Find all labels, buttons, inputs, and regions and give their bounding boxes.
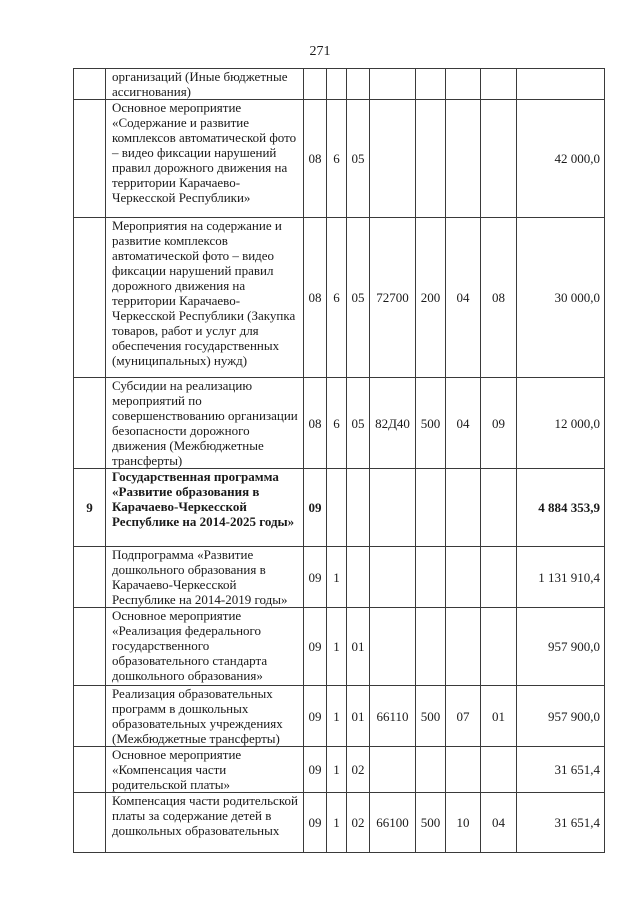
section-code-cell: 04 [446,218,481,378]
subsection-code-cell [481,69,517,100]
main-activity-code-cell: 05 [347,378,370,469]
item-name-cell: Основное мероприятие «Реализация федерального государственного образовательного стандарта дошкольного образования» [106,608,304,686]
subprogram-code-cell: 1 [327,793,347,853]
section-code-cell [446,608,481,686]
expense-type-code-cell [416,547,446,608]
expense-direction-code-cell [370,469,416,547]
main-activity-code-cell: 05 [347,218,370,378]
main-activity-code-cell: 01 [347,686,370,747]
subprogram-code-cell: 6 [327,378,347,469]
budget-table [73,68,605,853]
amount-cell [517,69,605,100]
expense-type-code-cell: 500 [416,793,446,853]
main-activity-code-cell [347,69,370,100]
expense-direction-code-cell [370,100,416,218]
item-name-cell: Субсидии на реализацию мероприятий по совершенствованию организации безопасности дорожного движения (Межбюджетные трансферты) [106,378,304,469]
expense-direction-code-cell: 72700 [370,218,416,378]
item-name-cell: Мероприятия на содержание и развитие комплексов автоматической фото – видео фиксации нарушений правил дорожного движения на территории Карачаево-Черкесской Республики (Закупка товаров, работ и услуг для обеспечения государственных (муниципальных) нужд) [106,218,304,378]
expense-type-code-cell [416,69,446,100]
program-code-cell: 08 [304,218,327,378]
row-number-cell [74,793,106,853]
expense-type-code-cell [416,747,446,793]
row-number-cell [74,69,106,100]
amount-cell: 12 000,0 [517,378,605,469]
subprogram-code-cell: 1 [327,547,347,608]
amount-cell: 957 900,0 [517,608,605,686]
expense-type-code-cell [416,608,446,686]
expense-type-code-cell: 200 [416,218,446,378]
page-number: 271 [309,44,331,59]
subsection-code-cell: 08 [481,218,517,378]
item-name-cell: Подпрограмма «Развитие дошкольного образования в Карачаево-Черкесской Республике на 2014-2019 годы» [106,547,304,608]
row-number-cell: 9 [74,469,106,547]
expense-direction-code-cell: 66110 [370,686,416,747]
expense-type-code-cell [416,469,446,547]
program-code-cell: 08 [304,378,327,469]
item-name-cell: Государственная программа «Развитие образования в Карачаево-Черкесской Республике на 2014-2025 годы» [106,469,304,547]
expense-direction-code-cell [370,547,416,608]
program-code-cell: 08 [304,100,327,218]
amount-cell: 42 000,0 [517,100,605,218]
item-name-cell: Основное мероприятие «Содержание и развитие комплексов автоматической фото – видео фиксации нарушений правил дорожного движения на территории Карачаево-Черкесской Республики» [106,100,304,218]
budget-table-body [74,69,605,853]
amount-cell: 31 651,4 [517,793,605,853]
section-code-cell [446,547,481,608]
table-row [74,793,605,853]
table-row [74,378,605,469]
subsection-code-cell: 04 [481,793,517,853]
subprogram-code-cell: 6 [327,100,347,218]
table-row [74,686,605,747]
amount-cell: 957 900,0 [517,686,605,747]
main-activity-code-cell [347,547,370,608]
subsection-code-cell: 01 [481,686,517,747]
expense-direction-code-cell [370,69,416,100]
section-code-cell [446,100,481,218]
row-number-cell [74,378,106,469]
amount-cell: 31 651,4 [517,747,605,793]
subsection-code-cell [481,100,517,218]
main-activity-code-cell: 01 [347,608,370,686]
program-code-cell: 09 [304,686,327,747]
table-row [74,69,605,100]
subprogram-code-cell [327,469,347,547]
main-activity-code-cell: 02 [347,747,370,793]
subsection-code-cell: 09 [481,378,517,469]
expense-type-code-cell: 500 [416,378,446,469]
section-code-cell: 04 [446,378,481,469]
item-name-cell: организаций (Иные бюджетные ассигнования) [106,69,304,100]
row-number-cell [74,547,106,608]
subprogram-code-cell [327,69,347,100]
amount-cell: 1 131 910,4 [517,547,605,608]
program-code-cell: 09 [304,608,327,686]
program-code-cell [304,69,327,100]
section-code-cell: 10 [446,793,481,853]
section-code-cell: 07 [446,686,481,747]
subprogram-code-cell: 1 [327,747,347,793]
amount-cell: 4 884 353,9 [517,469,605,547]
subsection-code-cell [481,547,517,608]
main-activity-code-cell [347,469,370,547]
subsection-code-cell [481,469,517,547]
row-number-cell [74,608,106,686]
item-name-cell: Компенсация части родительской платы за содержание детей в дошкольных образовательных [106,793,304,853]
subsection-code-cell [481,608,517,686]
expense-direction-code-cell [370,608,416,686]
table-row [74,469,605,547]
program-code-cell: 09 [304,469,327,547]
subprogram-code-cell: 6 [327,218,347,378]
section-code-cell [446,469,481,547]
item-name-cell: Основное мероприятие «Компенсация части родительской платы» [106,747,304,793]
table-row [74,218,605,378]
row-number-cell [74,100,106,218]
expense-direction-code-cell: 66100 [370,793,416,853]
expense-direction-code-cell: 82Д40 [370,378,416,469]
row-number-cell [74,686,106,747]
program-code-cell: 09 [304,747,327,793]
expense-type-code-cell: 500 [416,686,446,747]
main-activity-code-cell: 05 [347,100,370,218]
table-row [74,747,605,793]
subprogram-code-cell: 1 [327,608,347,686]
subsection-code-cell [481,747,517,793]
row-number-cell [74,747,106,793]
program-code-cell: 09 [304,793,327,853]
table-row [74,608,605,686]
item-name-cell: Реализация образовательных программ в дошкольных образовательных учреждениях (Межбюджетные трансферты) [106,686,304,747]
table-row [74,100,605,218]
expense-type-code-cell [416,100,446,218]
program-code-cell: 09 [304,547,327,608]
section-code-cell [446,69,481,100]
section-code-cell [446,747,481,793]
subprogram-code-cell: 1 [327,686,347,747]
row-number-cell [74,218,106,378]
main-activity-code-cell: 02 [347,793,370,853]
table-row [74,547,605,608]
amount-cell: 30 000,0 [517,218,605,378]
expense-direction-code-cell [370,747,416,793]
